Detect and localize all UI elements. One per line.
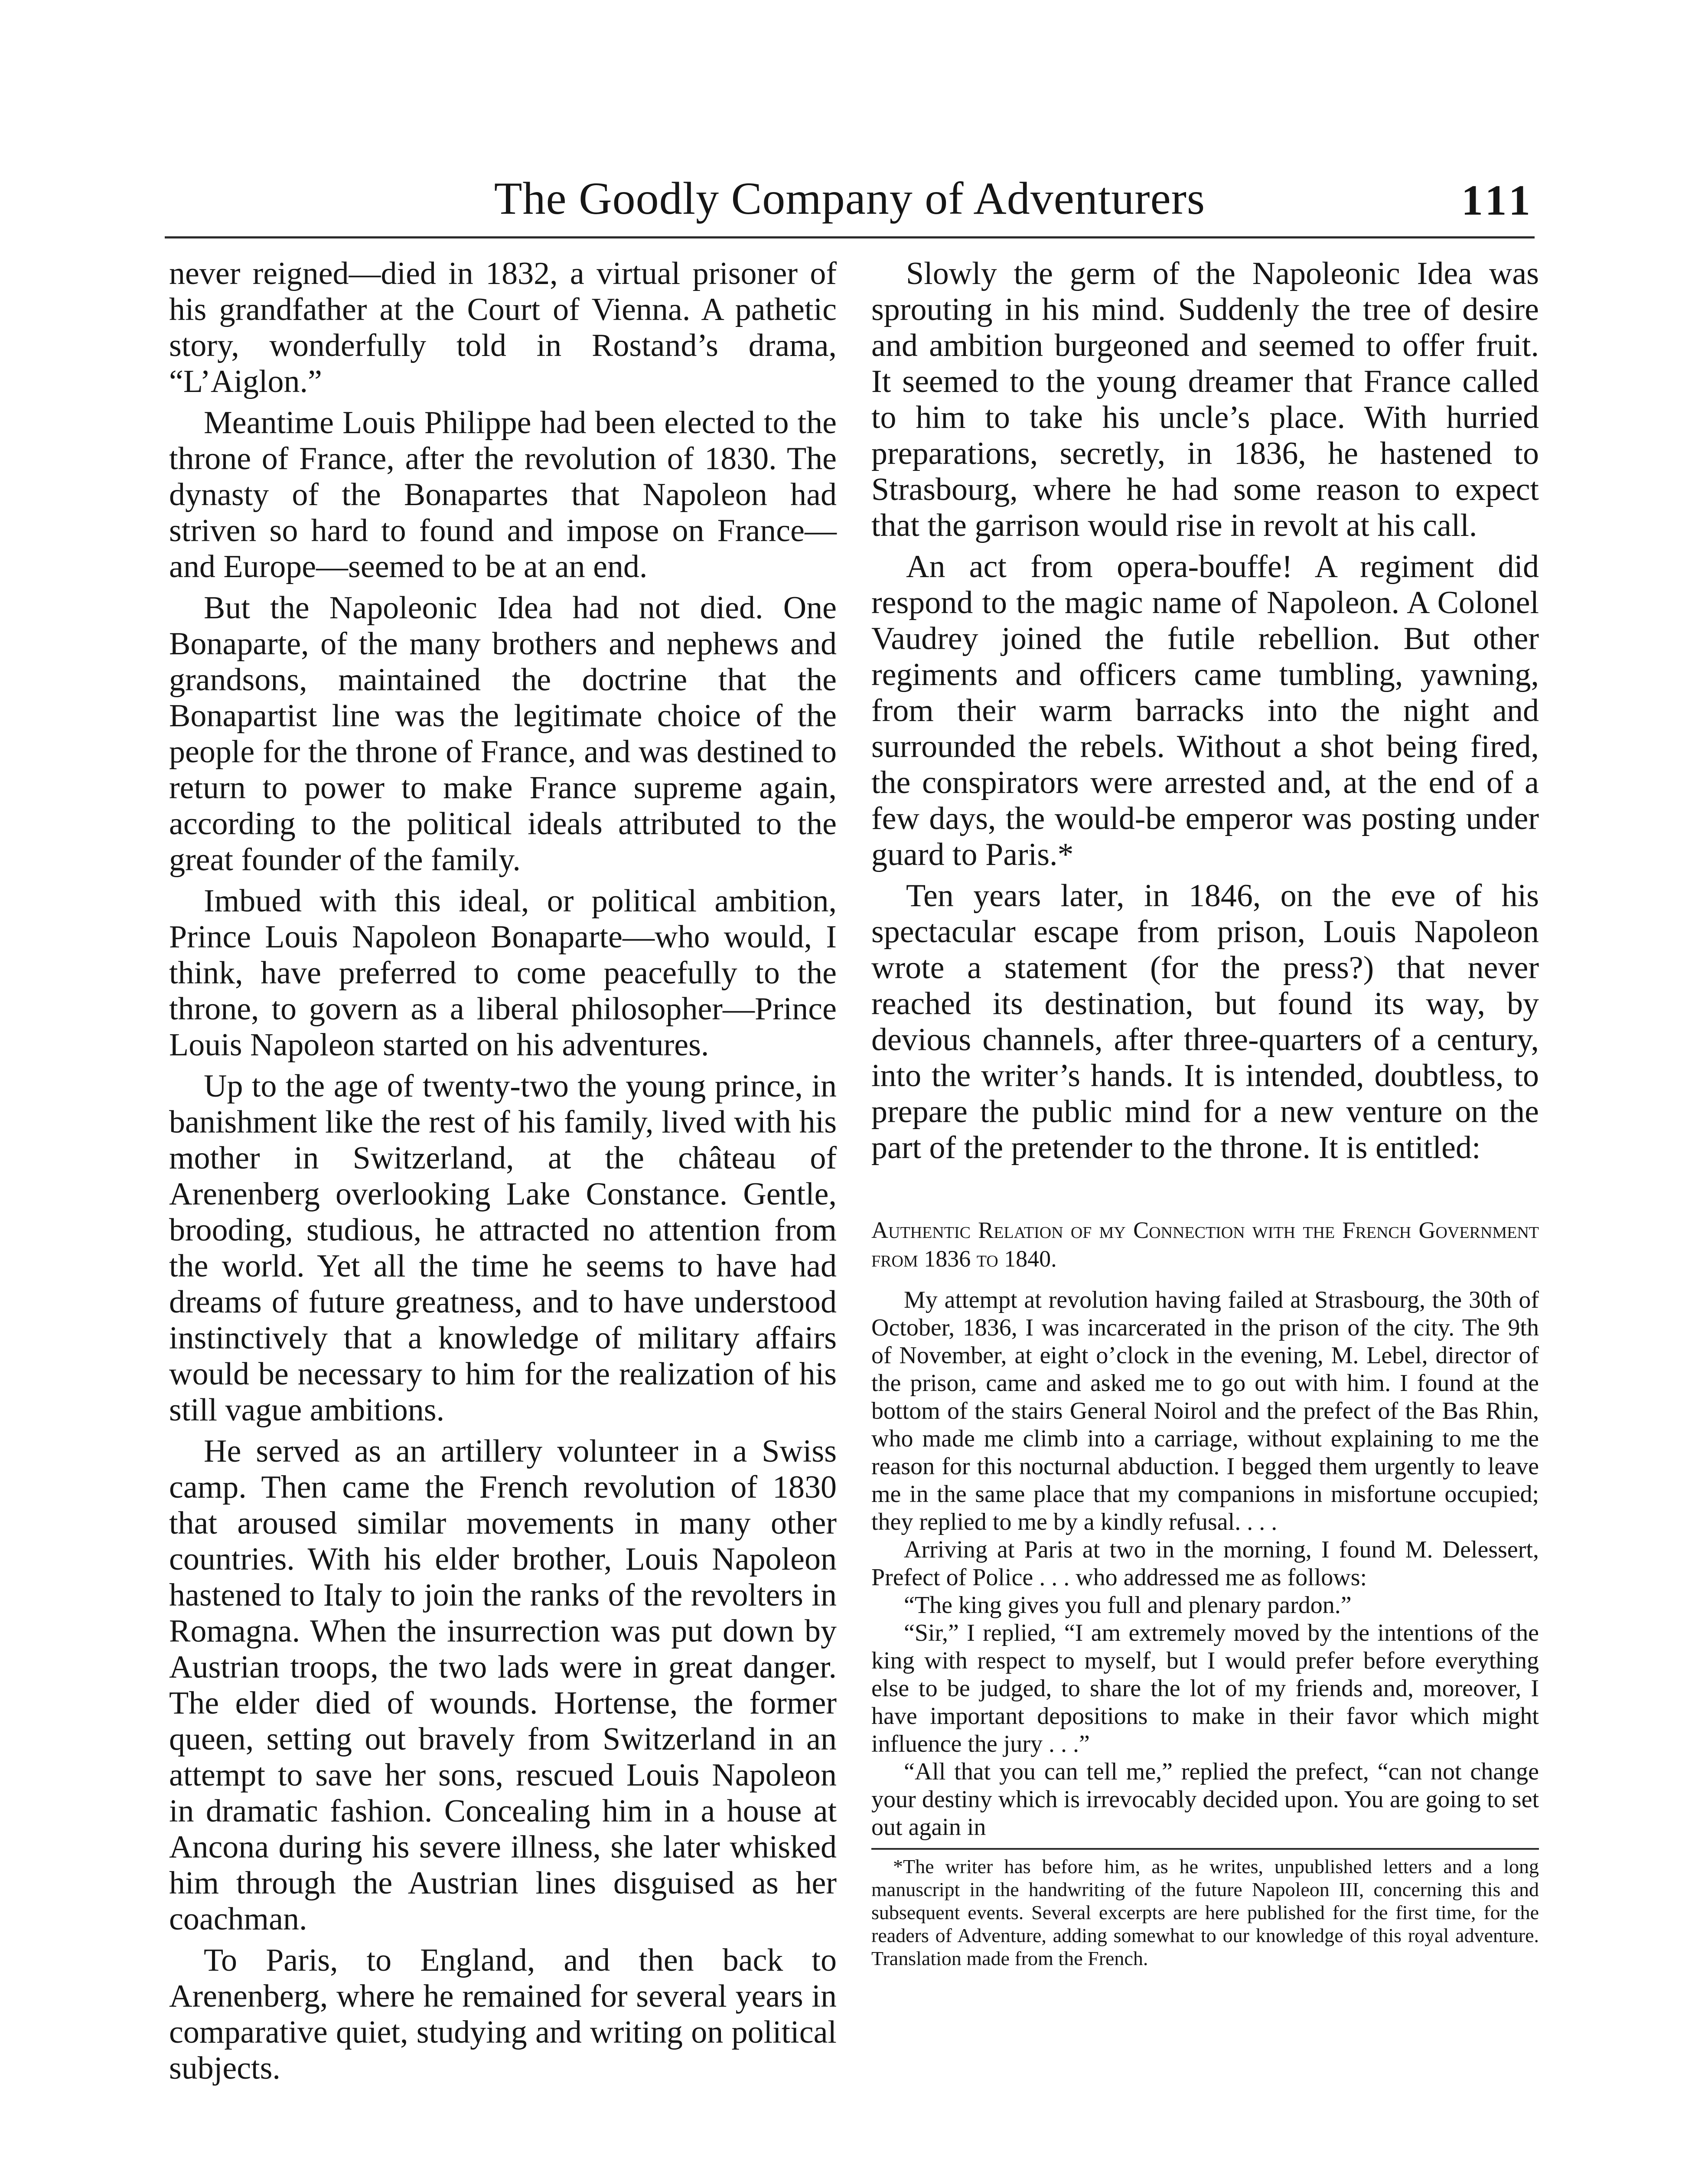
footnote (871, 1855, 1539, 1970)
excerpt-paragraph: “All that you can tell me,” replied the prefect, “can not change your destiny which is irrevocably decided upon. You are going to set out again in (871, 1758, 1539, 1841)
body-paragraph: An act from opera-bouffe! A regiment did respond to the magic name of Napoleon. A Colonel Vaudrey joined the futile rebellion. But other regiments and officers came tumbling, yawning, from their warm barracks into the night and surrounded the rebels. Without a shot being fired, the conspirators were arrested and, at the end of a few days, the would-be emperor was posting under guard to Paris.* (871, 549, 1539, 872)
excerpt-block (871, 1286, 1539, 1841)
running-header (165, 167, 1535, 238)
body-paragraph: He served as an artillery volunteer in a Swiss camp. Then came the French revolution of 1830 that aroused similar movements in many other countries. With his elder brother, Louis Napoleon hastened to Italy to join the ranks of the revolters in Romagna. When the insurrection was put down by Austrian troops, the two lads were in great danger. The elder died of wounds. Hortense, the former queen, setting out bravely from Switzerland in an attempt to save her sons, rescued Louis Napoleon in dramatic fashion. Concealing him in a house at Ancona during his severe illness, she later whisked him through the Austrian lines disguised as her coachman. (169, 1433, 837, 1937)
excerpt-paragraph: “The king gives you full and plenary pardon.” (904, 1592, 1352, 1619)
excerpt-paragraph: Arriving at Paris at two in the morning, I found M. Delessert, Prefect of Police . . . who addressed me as follows: (871, 1536, 1539, 1591)
excerpt-paragraph: My attempt at revolution having failed at Strasbourg, the 30th of October, 1836, I was incarcerated in the prison of the city. The 9th of November, at eight o’clock in the evening, M. Lebel, director of the prison, came and asked me to go out with him. I found at the bottom of the stairs General Noirol and the prefect of the Bas Rhin, who made me climb into a carriage, without explaining to me the reason for this nocturnal abduction. I begged them urgently to leave me in the same place that my companions in misfortune occupied; they replied to me by a kindly refusal. . . . (871, 1286, 1539, 1535)
body-paragraph: Imbued with this ideal, or political ambition, Prince Louis Napoleon Bonaparte—who would, I think, have preferred to come peacefully to the throne, to govern as a liberal philosopher—Prince Louis Napoleon started on his adventures. (169, 883, 837, 1063)
excerpt-heading: Authentic Relation of my Connection with the French Government from 1836 to 1840. (871, 1217, 1539, 1272)
body-paragraph: Ten years later, in 1846, on the eve of his spectacular escape from prison, Louis Napoleon wrote a statement (for the press?) that never reached its destination, but found its way, by devious channels, after three-quarters of a century, into the writer’s hands. It is intended, doubtless, to prepare the public mind for a new venture on the part of the pretender to the throne. It is entitled: (871, 878, 1539, 1166)
excerpt-paragraph: “Sir,” I replied, “I am extremely moved by the intentions of the king with respect to myself, but I would prefer before everything else to be judged, to share the lot of my friends and, moreover, I have important depositions to make in their favor which might influence the jury . . .” (871, 1619, 1539, 1757)
running-title: The Goodly Company of Adventurers (494, 173, 1206, 224)
body-paragraph: never reigned—died in 1832, a virtual prisoner of his grandfather at the Court of Vienna. A pathetic story, wonderfully told in Rostand’s drama, “L’Aiglon.” (169, 256, 837, 399)
footnote-divider (871, 1848, 1539, 1850)
page-number: 111 (1461, 176, 1535, 224)
body-paragraph: Meantime Louis Philippe had been elected to the throne of France, after the revolution of 1830. The dynasty of the Bonapartes that Napoleon had striven so hard to found and impose on France—and Europe—seemed to be at an end. (169, 405, 837, 584)
body-paragraph: But the Napoleonic Idea had not died. One Bonaparte, of the many brothers and nephews and grandsons, maintained the doctrine that the Bonapartist line was the legitimate choice of the people for the throne of France, and was destined to return to power to make France supreme again, according to the political ideals attributed to the great founder of the family. (169, 590, 837, 878)
body-paragraph: Up to the age of twenty-two the young prince, in banishment like the rest of his family, lived with his mother in Switzerland, at the château of Arenenberg overlooking Lake Constance. Gentle, brooding, studious, he attracted no attention from the world. Yet all the time he seems to have had dreams of future greatness, and to have understood instinctively that a knowledge of military affairs would be necessary to him for the realization of his still vague ambitions. (169, 1068, 837, 1428)
body-paragraph: Slowly the germ of the Napoleonic Idea was sprouting in his mind. Suddenly the tree of desire and ambition burgeoned and seemed to offer fruit. It seemed to the young dreamer that France called to him to take his uncle’s place. With hurried preparations, secretly, in 1836, he hastened to Strasbourg, where he had some reason to expect that the garrison would rise in revolt at his call. (871, 256, 1539, 543)
body-paragraph: To Paris, to England, and then back to Arenenberg, where he remained for several years in comparative quiet, studying and writing on political subjects. (169, 1943, 837, 2086)
footnote-text: *The writer has before him, as he writes, unpublished letters and a long manuscript in the handwriting of the future Napoleon III, concerning this and subsequent events. Several excerpts are here published for the first time, for the readers of Adventure, adding somewhat to our knowledge of this royal adventure. Translation made from the French. (871, 1855, 1539, 1969)
left-column (169, 256, 837, 2092)
right-column (871, 256, 1539, 1970)
